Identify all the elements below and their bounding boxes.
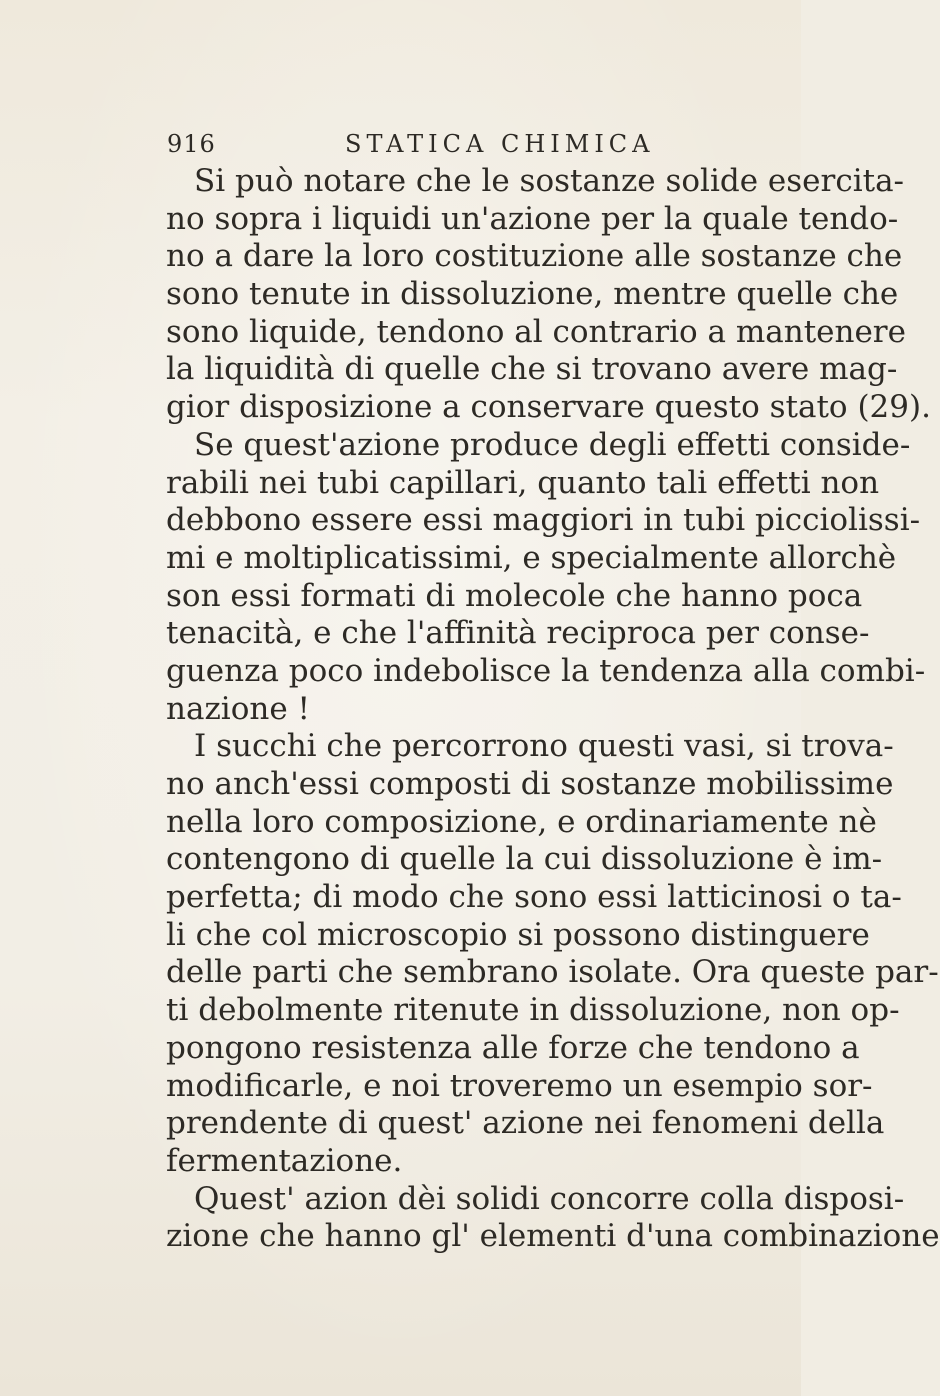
- body-text: [166, 163, 940, 1256]
- text-line: no a dare la loro costituzione alle sostanze che: [166, 238, 903, 275]
- text-line: tenacità, e che l'affinità reciproca per conse-: [166, 615, 870, 652]
- text-line: zione che hanno gl' elementi d'una combinazione: [166, 1218, 940, 1255]
- text-line: nazione !: [166, 690, 310, 727]
- text-line: I succhi che percorrono questi vasi, si trova-: [194, 728, 894, 765]
- text-line: debbono essere essi maggiori in tubi picciolissi-: [166, 502, 921, 539]
- text-line: mi e moltiplicatissimi, e specialmente allorchè: [166, 539, 897, 576]
- text-line: nella loro composizione, e ordinariamente nè: [166, 803, 877, 840]
- running-title: STATICA CHIMICA: [345, 130, 655, 158]
- page-number: 916: [167, 130, 216, 158]
- text-line: prendente di quest' azione nei fenomeni della: [166, 1105, 885, 1142]
- text-line: Quest' azion dèi solidi concorre colla disposi-: [194, 1180, 905, 1217]
- text-line: sono tenute in dissoluzione, mentre quelle che: [166, 276, 899, 313]
- text-line: pongono resistenza alle forze che tendono a: [166, 1029, 860, 1066]
- text-line: contengono di quelle la cui dissoluzione è im-: [166, 841, 883, 878]
- text-line: no anch'essi composti di sostanze mobilissime: [166, 766, 894, 802]
- text-line: rabili nei tubi capillari, quanto tali effetti non: [166, 464, 880, 501]
- text-line: delle parti che sembrano isolate. Ora queste par-: [166, 954, 939, 991]
- text-line: guenza poco indebolisce la tendenza alla combi-: [166, 652, 926, 689]
- text-line: li che col microscopio si possono distinguere: [166, 916, 870, 953]
- text-line: no sopra i liquidi un'azione per la quale tendo-: [166, 200, 899, 237]
- text-line: Se quest'azione produce degli effetti conside-: [194, 426, 911, 463]
- text-line: ti debolmente ritenute in dissoluzione, non op-: [166, 992, 900, 1029]
- text-line: son essi formati di molecole che hanno poca: [166, 577, 863, 614]
- text-line: la liquidità di quelle che si trovano avere mag-: [166, 351, 898, 388]
- text-line: fermentazione.: [166, 1142, 403, 1179]
- text-line: gior disposizione a conservare questo stato (29).: [166, 389, 931, 426]
- text-line: perfetta; di modo che sono essi latticinosi o ta-: [166, 879, 902, 916]
- text-line: Si può notare che le sostanze solide esercita-: [194, 163, 905, 199]
- text-line: modificarle, e noi troveremo un esempio sor-: [166, 1067, 873, 1104]
- text-line: sono liquide, tendono al contrario a mantenere: [166, 313, 906, 350]
- running-head: [167, 128, 727, 160]
